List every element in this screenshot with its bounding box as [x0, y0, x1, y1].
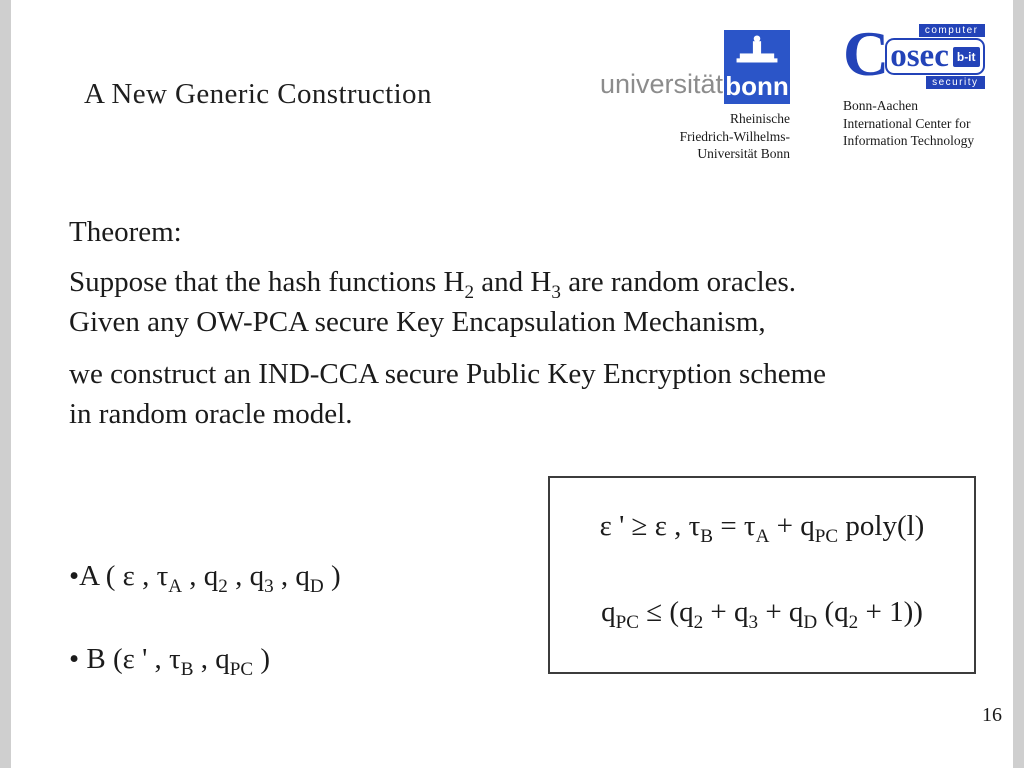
- formula-line-1: ε ' ≥ ε , $\tau_B = \tau_A + q_{PC}$ poly(l): [599, 510, 925, 547]
- cosec-main-row: [885, 38, 984, 75]
- formula-box: [548, 476, 976, 674]
- slide-left-margin: [0, 0, 11, 768]
- formula-line-2: $q_{PC} \le (q_2 + q_3 + q_D$ $(q_2 + 1)$): [601, 596, 923, 633]
- cosec-right-block: [885, 24, 984, 89]
- bullet-adversary-b: • B (ε ' , $\tau_B$ , $q_{PC}$ ): [69, 643, 271, 680]
- page-number: 16: [982, 704, 1002, 726]
- cosec-caption: [843, 97, 985, 150]
- cosec-logo: [843, 18, 985, 150]
- cosec-wordmark-row: [843, 18, 985, 89]
- cosec-bit-badge: b-it: [953, 47, 980, 67]
- cosec-caption-line: International Center for: [843, 115, 971, 131]
- uni-bonn-wordmark: universität: [599, 69, 723, 99]
- slide-title: A New Generic Construction: [84, 78, 432, 110]
- uni-bonn-blue-box: [724, 30, 790, 104]
- cosec-wordmark: osec: [890, 38, 949, 74]
- theorem-statement-part-1: Suppose that the hash functions $H_2$ and $H_3$ are random oracles. Given any OW-PCA secure Key Encapsulation Mechanism,: [69, 266, 797, 339]
- cosec-computer-label: computer: [919, 24, 985, 37]
- cosec-caption-line: Information Technology: [843, 133, 975, 149]
- uni-bonn-logo: [600, 30, 790, 163]
- cosec-caption-line: Bonn-Aachen: [843, 98, 918, 113]
- uni-bonn-wordmark-row: [600, 30, 790, 104]
- uni-bonn-building-icon: [730, 30, 784, 72]
- cosec-c-letter: C: [843, 18, 890, 89]
- slide-right-margin: [1013, 0, 1024, 768]
- theorem-label: Theorem:: [69, 216, 182, 248]
- bullet-adversary-a: •A ( ε , $\tau_A$ , $q_2$ , $q_3$ , $q_D$ ): [69, 560, 341, 597]
- uni-bonn-bonn-label: bonn: [725, 71, 789, 101]
- uni-bonn-caption-line: Rheinische: [730, 111, 790, 126]
- cosec-security-label: security: [926, 76, 984, 89]
- theorem-statement-part-2: we construct an IND-CCA secure Public Key Encryption scheme in random oracle model.: [69, 358, 827, 431]
- uni-bonn-caption-line: Friedrich-Wilhelms-: [679, 128, 790, 144]
- uni-bonn-caption: [600, 110, 790, 163]
- uni-bonn-caption-line: Universität Bonn: [697, 146, 790, 162]
